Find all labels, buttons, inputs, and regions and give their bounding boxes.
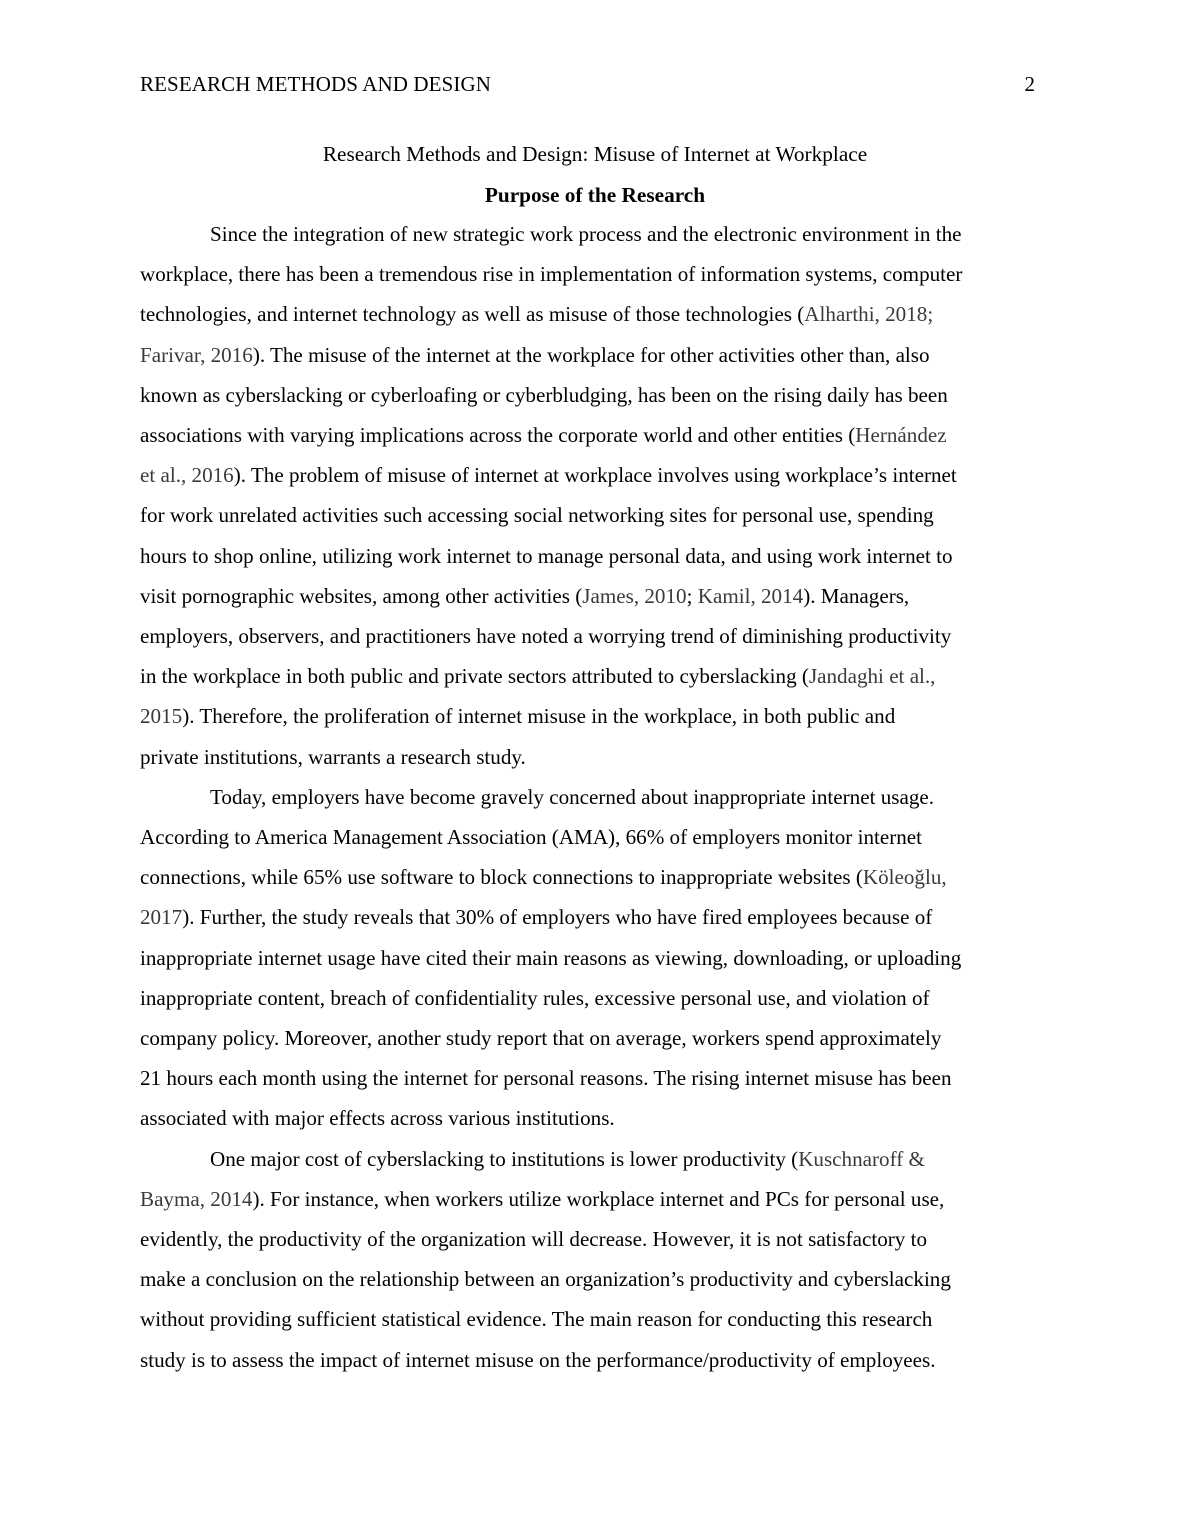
citation: ; bbox=[927, 302, 934, 327]
citation: Alharthi, 2018 bbox=[804, 302, 928, 327]
text-segment: According to America Management Association (AMA), 66% of employers monitor internet bbox=[140, 825, 923, 850]
text-segment: evidently, the productivity of the organization will decrease. However, it is not satisfactory to bbox=[140, 1227, 928, 1252]
text-segment: Today, employers have become gravely concerned about inappropriate internet usage. bbox=[210, 784, 935, 809]
text-line bbox=[140, 696, 1050, 736]
paragraph bbox=[140, 1139, 1050, 1380]
text-line bbox=[140, 897, 1050, 937]
text-line bbox=[140, 1098, 1050, 1138]
text-line bbox=[140, 1219, 1050, 1259]
text-line bbox=[140, 214, 1050, 254]
text-line bbox=[140, 375, 1050, 415]
text-segment: company policy. Moreover, another study report that on average, workers spend approximately bbox=[140, 1026, 942, 1051]
text-line bbox=[140, 1299, 1050, 1339]
text-segment: private institutions, warrants a research study. bbox=[140, 744, 526, 769]
text-segment: associated with major effects across various institutions. bbox=[140, 1106, 615, 1131]
text-segment: known as cyberslacking or cyberloafing or cyberbludging, has been on the rising daily has been bbox=[140, 382, 948, 407]
text-line bbox=[140, 737, 1050, 777]
citation: et al., 2016 bbox=[140, 463, 234, 488]
citation: Köleoğlu, bbox=[862, 865, 947, 890]
text-line bbox=[140, 576, 1050, 616]
text-segment: One major cost of cyberslacking to institutions is lower productivity ( bbox=[210, 1146, 799, 1171]
text-segment: workplace, there has been a tremendous rise in implementation of information systems, computer bbox=[140, 262, 963, 287]
citation: Farivar, 2016 bbox=[140, 342, 253, 367]
text-line bbox=[140, 817, 1050, 857]
text-line bbox=[140, 857, 1050, 897]
text-line bbox=[140, 1259, 1050, 1299]
citation: Kuschnaroff & bbox=[798, 1146, 925, 1171]
text-line bbox=[140, 1179, 1050, 1219]
text-segment: ). Therefore, the proliferation of internet misuse in the workplace, in both public and bbox=[182, 704, 896, 729]
text-segment: make a conclusion on the relationship between an organization’s productivity and cyberslacking bbox=[140, 1267, 951, 1292]
citation: 2015 bbox=[140, 704, 183, 729]
text-segment: ). Further, the study reveals that 30% of employers who have fired employees because of bbox=[182, 905, 933, 930]
text-segment: for work unrelated activities such accessing social networking sites for personal use, spending bbox=[140, 503, 934, 528]
text-line bbox=[140, 536, 1050, 576]
text-segment: technologies, and internet technology as well as misuse of those technologies ( bbox=[140, 302, 805, 327]
section-heading: Purpose of the Research bbox=[484, 183, 706, 207]
citation: James, 2010 bbox=[582, 583, 687, 608]
text-line bbox=[140, 1139, 1050, 1179]
text-segment: visit pornographic websites, among other activities ( bbox=[140, 583, 583, 608]
citation: Bayma, 2014 bbox=[140, 1186, 253, 1211]
text-segment: associations with varying implications across the corporate world and other entities ( bbox=[140, 423, 856, 448]
text-segment: ). The misuse of the internet at the workplace for other activities other than, also bbox=[252, 342, 930, 367]
text-segment: in the workplace in both public and private sectors attributed to cyberslacking ( bbox=[140, 664, 809, 689]
text-segment: without providing sufficient statistical evidence. The main reason for conducting this research bbox=[140, 1307, 933, 1332]
text-line bbox=[140, 656, 1050, 696]
text-line bbox=[140, 1018, 1050, 1058]
text-line bbox=[140, 777, 1050, 817]
document-title: Research Methods and Design: Misuse of Internet at Workplace bbox=[322, 142, 868, 166]
text-segment: 21 hours each month using the internet for personal reasons. The rising internet misuse has been bbox=[140, 1066, 952, 1091]
citation: Kamil, 2014 bbox=[697, 583, 804, 608]
text-line bbox=[140, 455, 1050, 495]
paragraph bbox=[140, 777, 1050, 1139]
text-line bbox=[140, 616, 1050, 656]
text-segment: ). Managers, bbox=[803, 583, 910, 608]
text-segment: ; bbox=[686, 583, 698, 608]
text-segment: inappropriate internet usage have cited their main reasons as viewing, downloading, or uploading bbox=[140, 945, 962, 970]
text-line bbox=[140, 415, 1050, 455]
citation: 2017 bbox=[140, 905, 183, 930]
text-segment: Since the integration of new strategic work process and the electronic environment in the bbox=[210, 222, 962, 246]
text-line bbox=[140, 335, 1050, 375]
text-segment: ). The problem of misuse of internet at workplace involves using workplace’s internet bbox=[233, 463, 957, 488]
text-segment: ). For instance, when workers utilize workplace internet and PCs for personal use, bbox=[252, 1186, 945, 1211]
text-line bbox=[140, 254, 1050, 294]
text-segment: connections, while 65% use software to block connections to inappropriate websites ( bbox=[140, 865, 863, 890]
text-line bbox=[140, 495, 1050, 535]
body-text bbox=[140, 214, 1050, 1380]
text-segment: employers, observers, and practitioners have noted a worrying trend of diminishing productivity bbox=[140, 624, 952, 649]
text-segment: study is to assess the impact of internet misuse on the performance/productivity of employees. bbox=[140, 1347, 936, 1372]
paragraph bbox=[140, 214, 1050, 777]
text-line bbox=[140, 978, 1050, 1018]
text-segment: inappropriate content, breach of confidentiality rules, excessive personal use, and violation of bbox=[140, 985, 930, 1010]
citation: Hernández bbox=[855, 423, 947, 448]
text-line bbox=[140, 1058, 1050, 1098]
text-line bbox=[140, 294, 1050, 334]
running-head-title: RESEARCH METHODS AND DESIGN bbox=[140, 72, 491, 96]
citation: Jandaghi et al., bbox=[808, 664, 936, 689]
text-segment: hours to shop online, utilizing work internet to manage personal data, and using work internet to bbox=[140, 543, 953, 568]
page-number: 2 bbox=[1024, 72, 1035, 96]
running-header bbox=[140, 70, 1035, 98]
text-line bbox=[140, 938, 1050, 978]
text-line bbox=[140, 1340, 1050, 1380]
